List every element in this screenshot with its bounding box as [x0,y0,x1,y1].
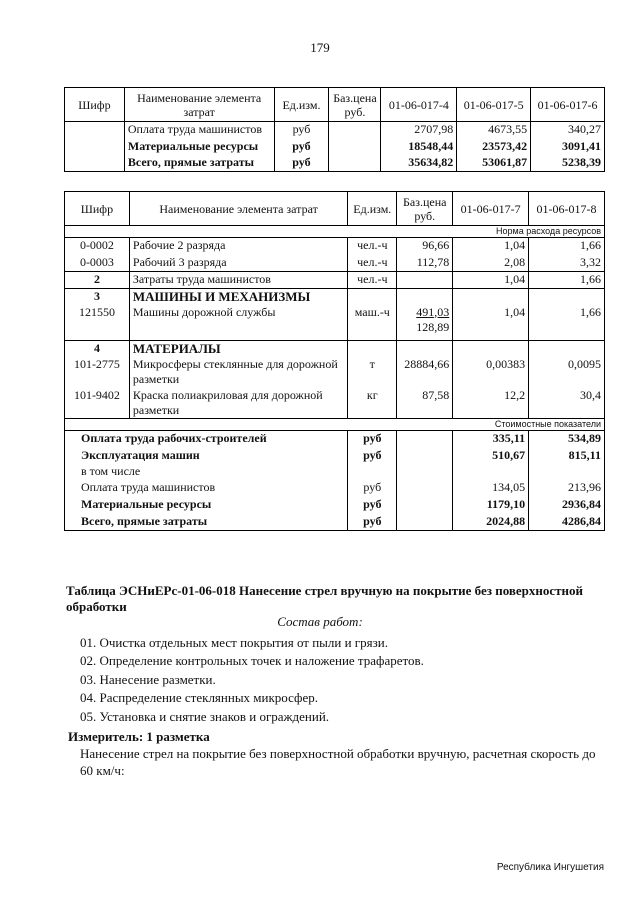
row-unit: руб [274,122,329,139]
row-value [529,464,605,480]
row-unit: т [348,357,397,388]
row-value: 510,67 [453,448,529,464]
table-row [65,464,605,480]
header-cell: Шифр [65,88,125,122]
row-unit: руб [348,514,397,531]
row-unit: кг [348,388,397,419]
cost-label: Стоимостные показатели [65,419,605,431]
row-value: 213,96 [529,480,605,497]
row-name: Микросферы стеклянные для дорожной разметки [129,357,347,388]
table-row [65,238,605,255]
table-row [65,514,605,531]
row-value: 335,11 [453,431,529,448]
row-name: Материальные ресурсы [124,139,274,155]
table-row [65,155,605,172]
row-name: Затраты труда машинистов [129,272,347,289]
row-value: 3,32 [529,255,605,272]
row-price [397,305,453,341]
row-value: 1,66 [529,305,605,341]
row-value: 2,08 [453,255,529,272]
section-row [65,341,605,357]
work-step: 01. Очистка отдельных мест покрытия от пыли и грязи. [80,635,388,650]
price-primary: 491,03 [416,304,450,319]
row-code: 2 [65,272,130,289]
header-cell: Ед.изм. [348,192,397,226]
norm-label-row [65,226,605,238]
row-value: 4286,84 [529,514,605,531]
table-row [65,431,605,448]
header-cell: Шифр [65,192,130,226]
row-code: 101-2775 [65,357,130,388]
table-row [65,255,605,272]
row-value: 53061,87 [457,155,531,172]
row-value: 1,04 [453,305,529,341]
row-value: 35634,82 [381,155,457,172]
header-cell: Баз.цена руб. [329,88,381,122]
price-secondary: 128,89 [416,319,450,334]
row-unit: чел.-ч [348,272,397,289]
work-composition-title: Состав работ: [277,614,363,629]
row-unit: чел.-ч [348,238,397,255]
row-value: 1,66 [529,238,605,255]
row-name: Рабочие 2 разряда [129,238,347,255]
header-cell: Наименование элемента затрат [129,192,347,226]
row-value: 1,66 [529,272,605,289]
row-value: 2707,98 [381,122,457,139]
row-price [397,272,453,289]
header-cell: Наименование элемента затрат [124,88,274,122]
row-value: 30,4 [529,388,605,419]
row-code: 121550 [65,305,130,341]
table-row [65,122,605,139]
cost-label-row [65,419,605,431]
work-step: 02. Определение контрольных точек и наложение трафаретов. [80,653,424,669]
section-row [65,289,605,305]
row-value: 0,00383 [453,357,529,388]
section-title: МАШИНЫ И МЕХАНИЗМЫ [129,289,347,305]
row-value: 1,04 [453,272,529,289]
row-value: 815,11 [529,448,605,464]
section-title: МАТЕРИАЛЫ [129,341,347,357]
row-name: Эксплуатация машин [65,448,348,464]
row-unit: руб [348,497,397,514]
row-value: 23573,42 [457,139,531,155]
measure-unit: Измеритель: 1 разметка [68,729,210,744]
table-row [65,272,605,289]
row-value: 534,89 [529,431,605,448]
section-number: 3 [65,289,130,305]
row-value: 5238,39 [531,155,605,172]
row-value: 2024,88 [453,514,529,531]
table-row [65,497,605,514]
row-value: 1179,10 [453,497,529,514]
header-cell: 01-06-017-7 [453,192,529,226]
row-name: Всего, прямые затраты [124,155,274,172]
cost-table-2 [64,191,605,531]
row-unit: маш.-ч [348,305,397,341]
table-header-row [65,192,605,226]
row-value: 3091,41 [531,139,605,155]
row-value [453,464,529,480]
table-row [65,480,605,497]
row-value: 134,05 [453,480,529,497]
row-value: 2936,84 [529,497,605,514]
page-number: 179 [310,40,330,55]
row-unit: руб [274,155,329,172]
row-price: 112,78 [397,255,453,272]
row-value: 1,04 [453,238,529,255]
row-name: Оплата труда машинистов [124,122,274,139]
row-name: Оплата труда рабочих-строителей [65,431,348,448]
header-cell: 01-06-017-5 [457,88,531,122]
row-name: Материальные ресурсы [65,497,348,514]
cost-table-1 [64,87,605,172]
table-row [65,357,605,388]
row-code: 0-0003 [65,255,130,272]
row-code: 101-9402 [65,388,130,419]
table-caption: Таблица ЭСНиЕРс-01-06-018 Нанесение стрел вручную на покрытие без поверхностной обработки [66,583,584,614]
header-cell: 01-06-017-8 [529,192,605,226]
section-number: 4 [65,341,130,357]
row-value: 0,0095 [529,357,605,388]
work-step: 03. Нанесение разметки. [80,671,216,687]
row-value: 12,2 [453,388,529,419]
row-name: Машины дорожной службы [129,305,347,341]
work-step: 04. Распределение стеклянных микросфер. [80,690,318,706]
row-name: Краска полиакриловая для дорожной разметки [129,388,347,419]
row-name: Всего, прямые затраты [65,514,348,531]
row-value: 18548,44 [381,139,457,155]
description-text: Нанесение стрел на покрытие без поверхностной обработки вручную, расчетная скорость до 60 км/ч: [80,746,596,778]
page-footer: Республика Ингушетия [496,862,604,873]
row-unit: руб [348,480,397,497]
table-header-row [65,88,605,122]
row-unit: руб [348,448,397,464]
row-value: 4673,55 [457,122,531,139]
row-unit: руб [274,139,329,155]
row-name: в том числе [65,464,348,480]
row-unit [348,464,397,480]
work-step: 05. Установка и снятие знаков и ограждений. [80,708,330,724]
table-row [65,305,605,341]
header-cell: 01-06-017-4 [381,88,457,122]
row-code: 0-0002 [65,238,130,255]
row-price: 28884,66 [397,357,453,388]
row-name: Рабочий 3 разряда [129,255,347,272]
header-cell: Ед.изм. [274,88,329,122]
table-row [65,139,605,155]
header-cell: 01-06-017-6 [531,88,605,122]
row-price: 87,58 [397,388,453,419]
row-name: Оплата труда машинистов [65,480,348,497]
work-steps-list [80,634,424,726]
norm-label: Норма расхода ресурсов [65,226,605,238]
table-row [65,448,605,464]
header-cell: Баз.цена руб. [397,192,453,226]
row-price: 96,66 [397,238,453,255]
row-unit: руб [348,431,397,448]
row-unit: чел.-ч [348,255,397,272]
table-row [65,388,605,419]
row-value: 340,27 [531,122,605,139]
